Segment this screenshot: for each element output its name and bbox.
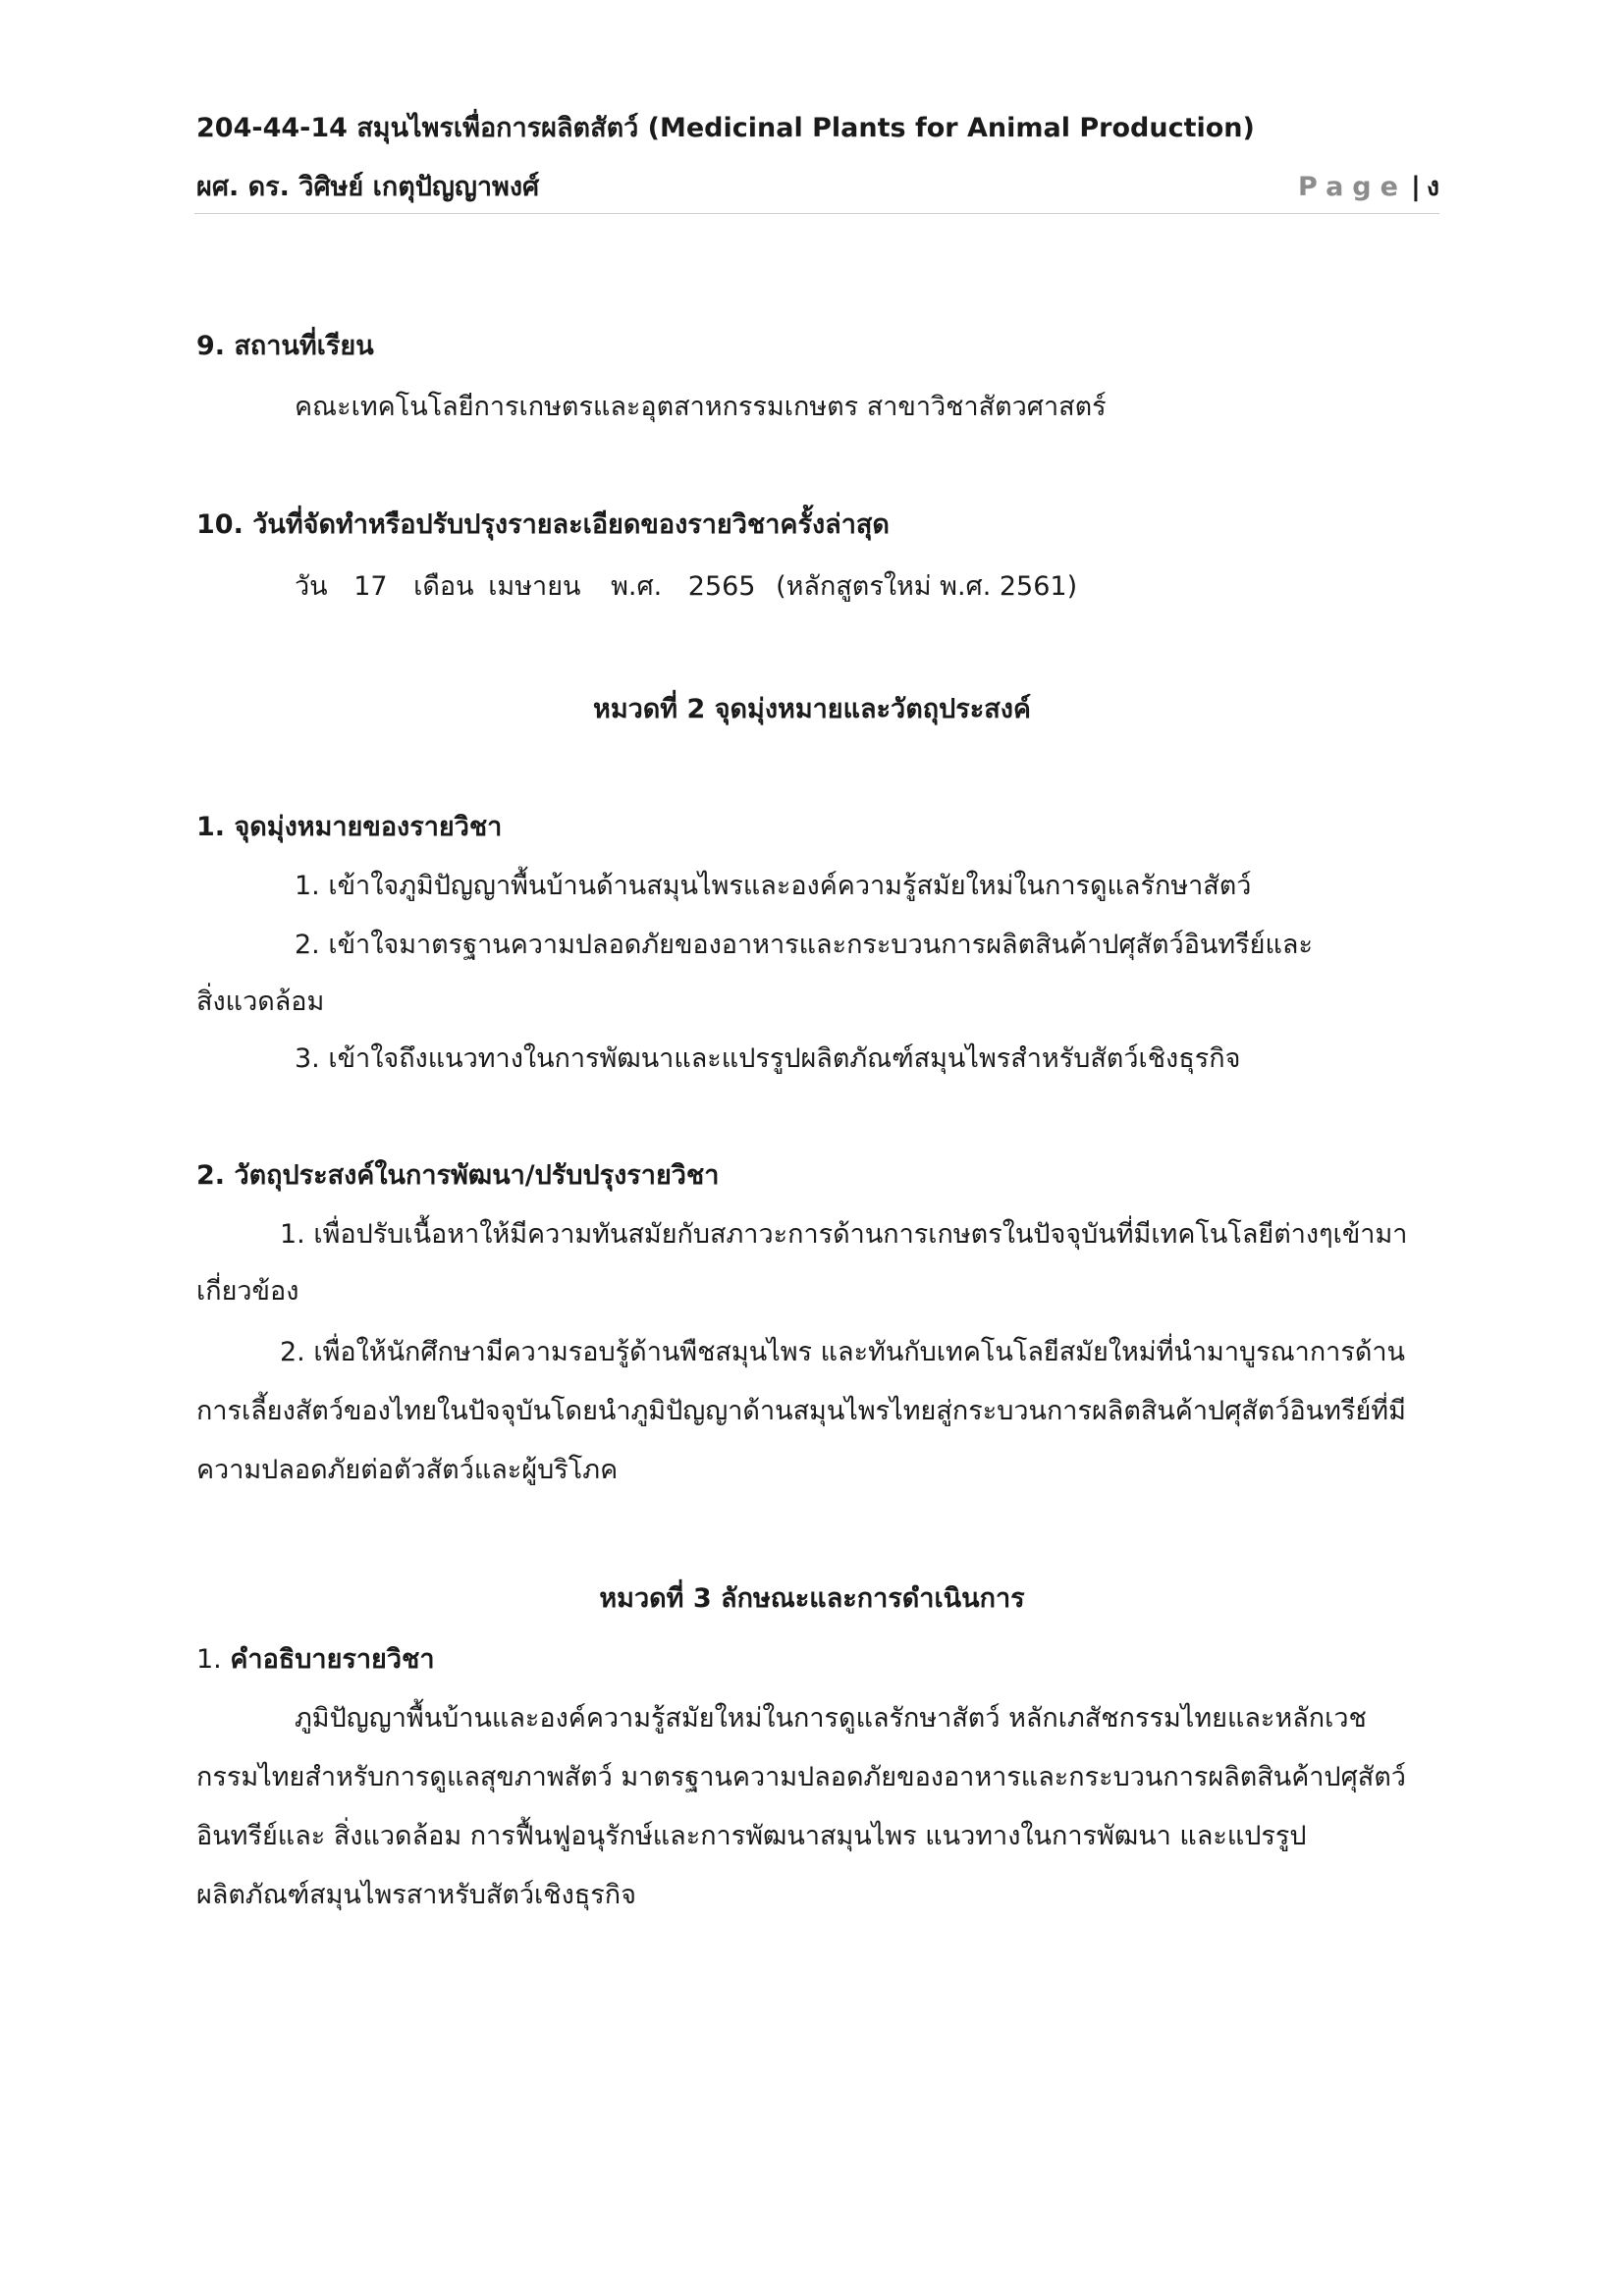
header-divider bbox=[194, 213, 1439, 214]
day-value: 17 bbox=[353, 571, 388, 602]
revision-date-line bbox=[295, 564, 1077, 607]
part3-title: หมวดที่ 3 ลักษณะและการดำเนินการ bbox=[599, 1583, 1025, 1614]
section9-body: คณะเทคโนโลยีการเกษตรและอุตสาหกรรมเกษตร สาขาวิชาสัตวศาสตร์ bbox=[295, 392, 1107, 422]
section10-heading: 10. วันที่จัดทำหรือปรับปรุงรายละเอียดของรายวิชาครั้งล่าสุด bbox=[196, 509, 890, 540]
objective-item-2: 2. เพื่อให้นักศึกษามีความรอบรู้ด้านพืชสมุนไพร และทันกับเทคโนโลยีสมัยใหม่ที่นำมาบูรณาการด้าน bbox=[280, 1337, 1405, 1367]
course-description-line3: อินทรีย์และ สิ่งแวดล้อม การฟื้นฟูอนุรักษ์และการพัฒนาสมุนไพร แนวทางในการพัฒนา และแปรรูป bbox=[196, 1821, 1307, 1851]
objective-item-1-continued: เกี่ยวข้อง bbox=[196, 1276, 299, 1307]
year-value: 2565 bbox=[687, 571, 756, 602]
section9-heading: 9. สถานที่เรียน bbox=[196, 331, 374, 361]
course-description-heading bbox=[196, 1637, 435, 1680]
month-label: เดือน bbox=[413, 571, 474, 602]
goal-item-2: 2. เข้าใจมาตรฐานความปลอดภัยของอาหารและกระบวนการผลิตสินค้าปศุสัตว์อินทรีย์และ bbox=[295, 930, 1313, 960]
course-description-label: คำอธิบายรายวิชา bbox=[230, 1644, 435, 1675]
page-separator: | bbox=[1410, 172, 1421, 202]
objectives-heading: 2. วัตถุประสงค์ในการพัฒนา/ปรับปรุงรายวิชา bbox=[196, 1160, 720, 1191]
year-label: พ.ศ. bbox=[611, 571, 663, 602]
curriculum-note: (หลักสูตรใหม่ พ.ศ. 2561) bbox=[776, 571, 1078, 602]
course-title: 204-44-14 สมุนไพรเพื่อการผลิตสัตว์ (Medicinal Plants for Animal Production) bbox=[196, 113, 1255, 143]
course-description-line2: กรรมไทยสำหรับการดูแลสุขภาพสัตว์ มาตรฐานความปลอดภัยของอาหารและกระบวนการผลิตสินค้าปศุสัตว์ bbox=[196, 1762, 1406, 1792]
goal-item-1: 1. เข้าใจภูมิปัญญาพื้นบ้านด้านสมุนไพรและองค์ความรู้สมัยใหม่ในการดูแลรักษาสัตว์ bbox=[295, 871, 1252, 901]
goal-item-3: 3. เข้าใจถึงแนวทางในการพัฒนาและแปรรูปผลิตภัณฑ์สมุนไพรสำหรับสัตว์เชิงธุรกิจ bbox=[295, 1043, 1241, 1074]
goals-heading: 1. จุดมุ่งหมายของรายวิชา bbox=[196, 812, 503, 842]
course-description-number: 1. bbox=[196, 1644, 222, 1675]
page-number: ง bbox=[1426, 172, 1439, 202]
objective-item-1: 1. เพื่อปรับเนื้อหาให้มีความทันสมัยกับสภาวะการด้านการเกษตรในปัจจุบันที่มีเทคโนโลยีต่างๆเข้ามา bbox=[280, 1219, 1408, 1250]
part2-title: หมวดที่ 2 จุดมุ่งหมายและวัตถุประสงค์ bbox=[593, 694, 1031, 724]
page-label: Page bbox=[1298, 172, 1407, 202]
goal-item-2-continued: สิ่งแวดล้อม bbox=[196, 987, 325, 1017]
page-indicator bbox=[1298, 165, 1439, 207]
month-value: เมษายน bbox=[488, 571, 581, 602]
instructor-name: ผศ. ดร. วิศิษย์ เกตุปัญญาพงศ์ bbox=[196, 172, 540, 202]
objective-item-2-line2: การเลี้ยงสัตว์ของไทยในปัจจุบันโดยนำภูมิปัญญาด้านสมุนไพรไทยสู่กระบวนการผลิตสินค้าปศุสัตว์อินทรีย์ที่มี bbox=[196, 1396, 1406, 1426]
day-label: วัน bbox=[295, 571, 328, 602]
course-description-line4: ผลิตภัณฑ์สมุนไพรสาหรับสัตว์เชิงธุรกิจ bbox=[196, 1880, 636, 1910]
objective-item-2-line3: ความปลอดภัยต่อตัวสัตว์และผู้บริโภค bbox=[196, 1455, 619, 1485]
course-description-line1: ภูมิปัญญาพื้นบ้านและองค์ความรู้สมัยใหม่ในการดูแลรักษาสัตว์ หลักเภสัชกรรมไทยและหลักเวช bbox=[295, 1703, 1367, 1734]
